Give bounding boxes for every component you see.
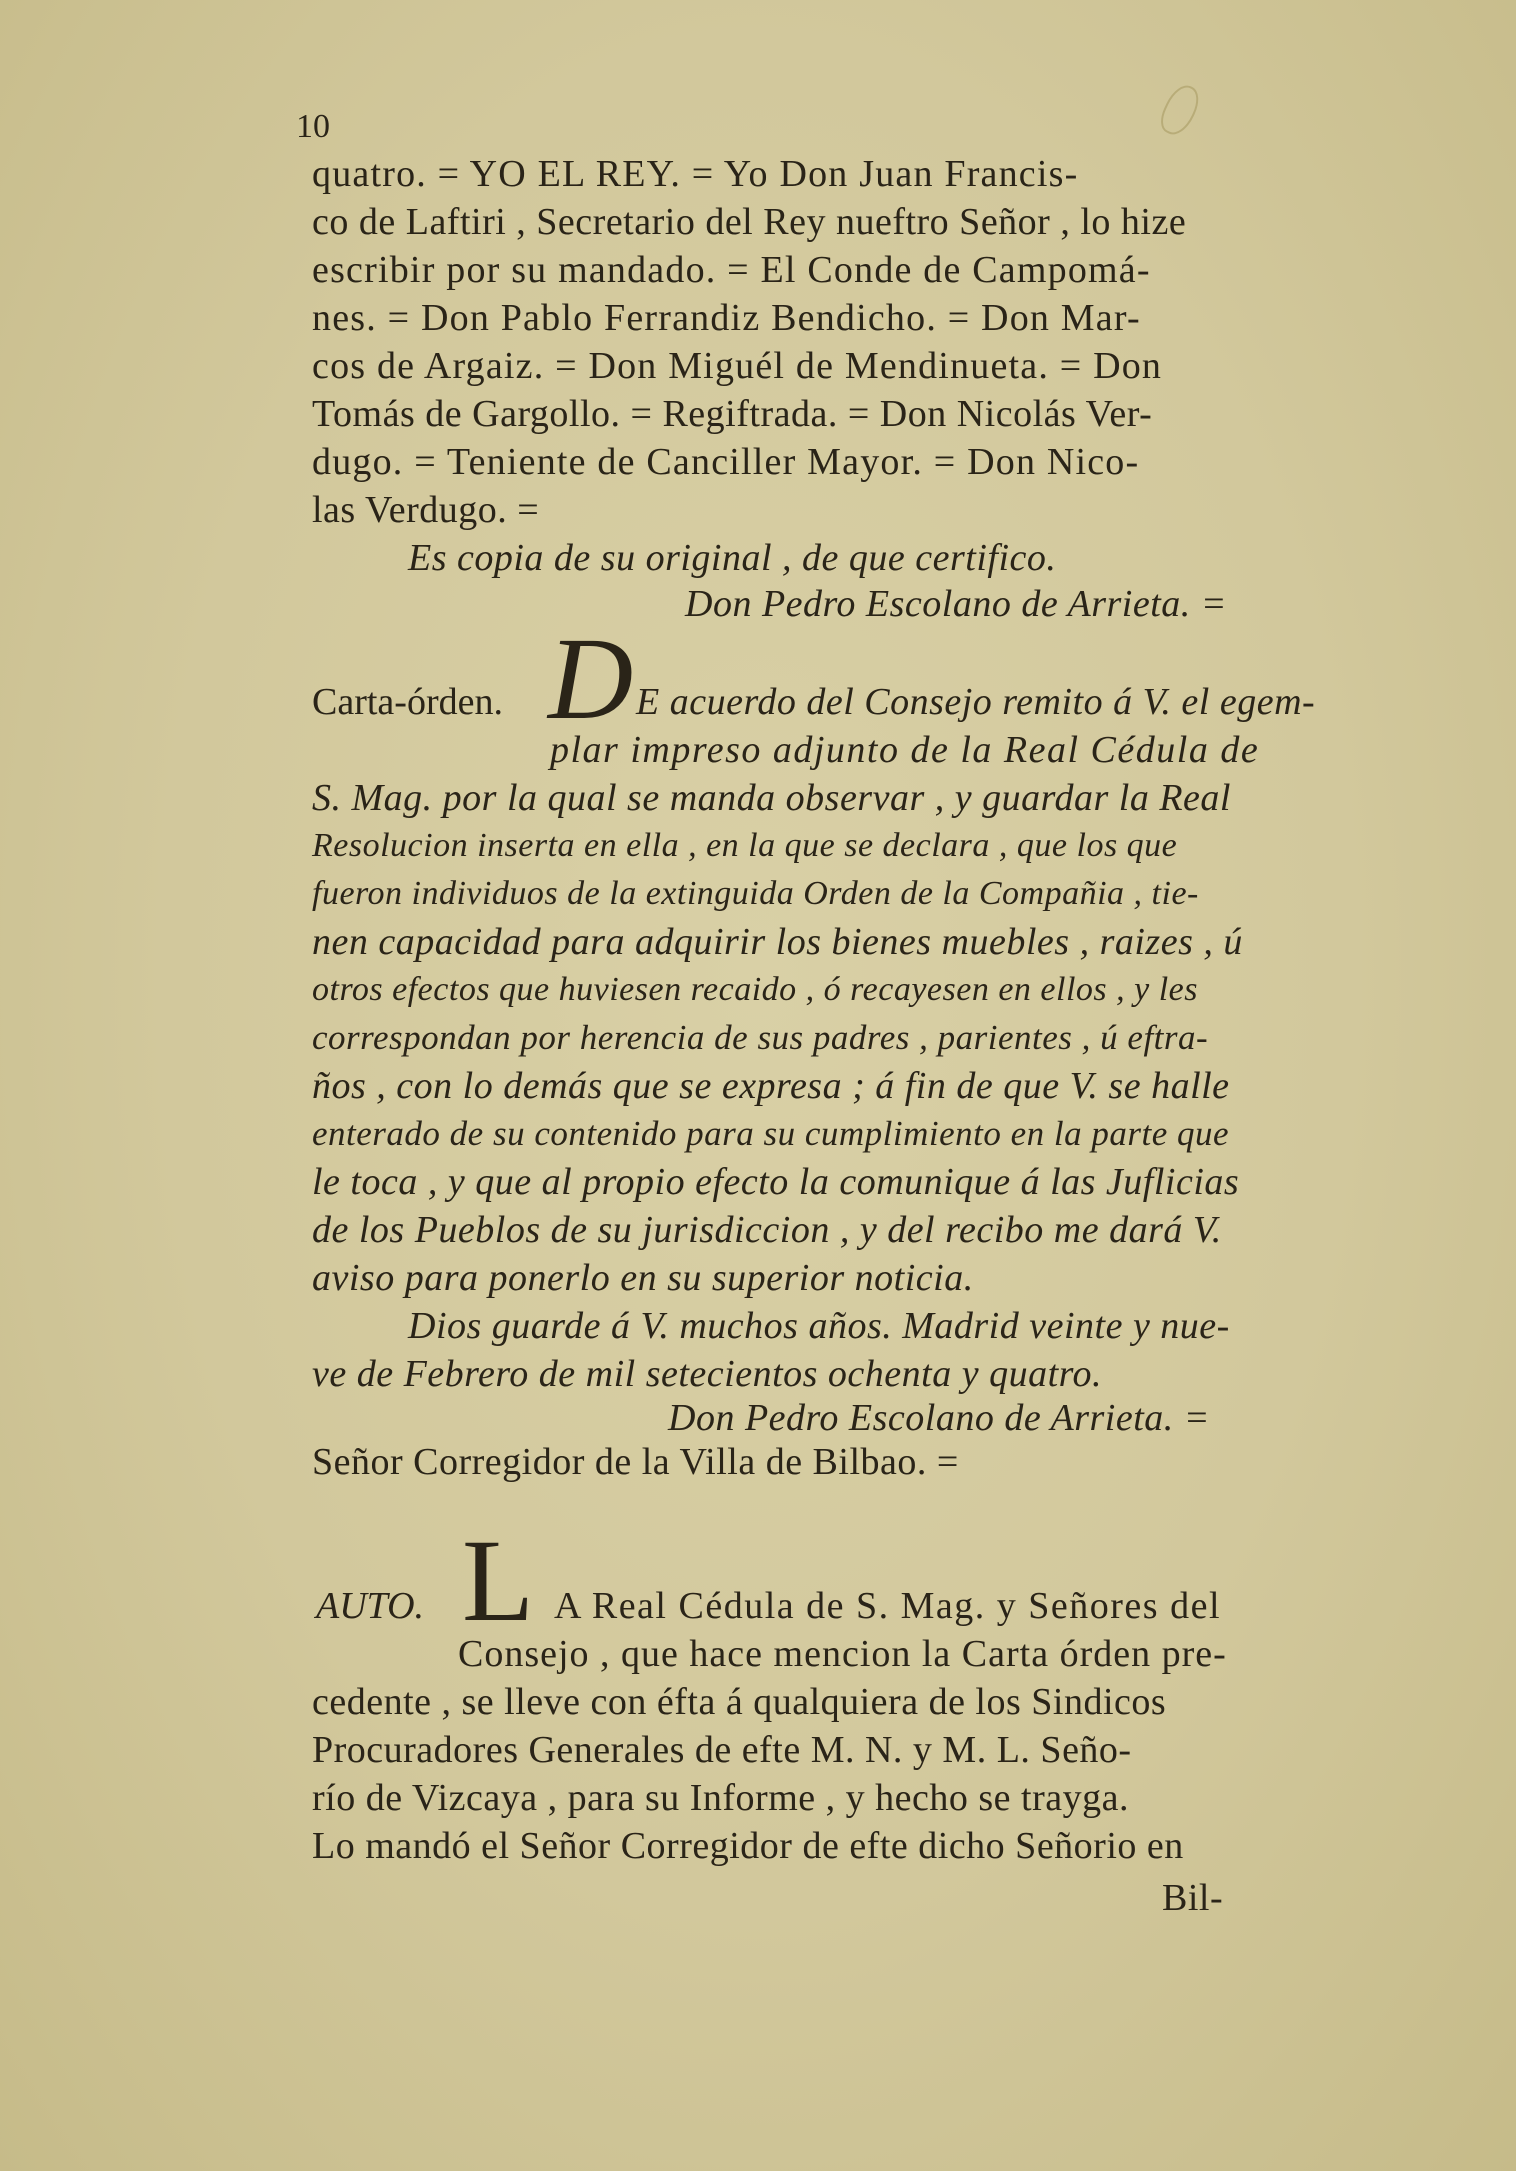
text-line: fueron individuos de la extinguida Orden de la Compañia , tie- xyxy=(312,875,1199,912)
text-line: río de Vizcaya , para su Informe , y hecho se trayga. xyxy=(312,1777,1129,1819)
catchword: Bil- xyxy=(1162,1877,1224,1919)
text-line: las Verdugo. = xyxy=(312,489,540,531)
text-line: A Real Cédula de S. Mag. y Señores del xyxy=(554,1585,1222,1627)
page-number: 10 xyxy=(296,108,330,145)
text-line: dugo. = Teniente de Canciller Mayor. = Don Nico- xyxy=(312,441,1140,483)
text-line: co de Laftiri , Secretario del Rey nueftro Señor , lo hize xyxy=(312,201,1187,243)
text-line: aviso para ponerlo en su superior noticia. xyxy=(312,1257,974,1299)
text-line: cedente , se lleve con éfta á qualquiera de los Sindicos xyxy=(312,1681,1167,1723)
text-line: Dios guarde á V. muchos años. Madrid veinte y nue- xyxy=(408,1305,1230,1347)
drop-cap: D xyxy=(548,613,634,744)
addressee-line: Señor Corregidor de la Villa de Bilbao. = xyxy=(312,1441,959,1483)
text-line: nes. = Don Pablo Ferrandiz Bendicho. = Don Mar- xyxy=(312,297,1141,339)
text-line: escribir por su mandado. = El Conde de Campomá- xyxy=(312,249,1151,291)
text-line: Lo mandó el Señor Corregidor de efte dicho Señorio en xyxy=(312,1825,1184,1867)
signature: Don Pedro Escolano de Arrieta. = xyxy=(668,1397,1210,1439)
text-line: plar impreso adjunto de la Real Cédula de xyxy=(550,729,1260,771)
section-label-carta-orden: Carta-órden. xyxy=(312,681,503,723)
text-line: otros efectos que huviesen recaido , ó recayesen en ellos , y les xyxy=(312,971,1199,1008)
text-line: enterado de su contenido para su cumplimiento en la parte que xyxy=(312,1114,1230,1153)
text-line: S. Mag. por la qual se manda observar , y guardar la Real xyxy=(312,777,1231,819)
signature: Don Pedro Escolano de Arrieta. = xyxy=(685,583,1227,625)
text-line: ños , con lo demás que se expresa ; á fin de que V. se halle xyxy=(312,1065,1230,1107)
certification-line: Es copia de su original , de que certifico. xyxy=(408,537,1057,579)
drop-cap: L xyxy=(462,1515,535,1646)
text-line: correspondan por herencia de sus padres , parientes , ú eftra- xyxy=(312,1018,1209,1057)
ink-mark xyxy=(1155,80,1204,140)
text-line: Procuradores Generales de efte M. N. y M. L. Seño- xyxy=(312,1729,1132,1771)
text-line: ve de Febrero de mil setecientos ochenta y quatro. xyxy=(312,1353,1103,1395)
text-line: quatro. = YO EL REY. = Yo Don Juan Francis- xyxy=(312,153,1079,195)
text-line: Consejo , que hace mencion la Carta órden pre- xyxy=(458,1633,1227,1675)
text-line: le toca , y que al propio efecto la comunique á las Juflicias xyxy=(312,1161,1240,1203)
text-line: cos de Argaiz. = Don Miguél de Mendinueta. = Don xyxy=(312,345,1163,387)
text-line: de los Pueblos de su jurisdiccion , y del recibo me dará V. xyxy=(312,1209,1222,1251)
text-line: nen capacidad para adquirir los bienes muebles , raizes , ú xyxy=(312,921,1243,963)
text-line: E acuerdo del Consejo remito á V. el egem- xyxy=(636,681,1316,723)
section-label-auto: AUTO. xyxy=(316,1585,425,1627)
text-line: Tomás de Gargollo. = Regiftrada. = Don Nicolás Ver- xyxy=(312,393,1153,435)
text-line: Resolucion inserta en ella , en la que se declara , que los que xyxy=(312,827,1178,864)
